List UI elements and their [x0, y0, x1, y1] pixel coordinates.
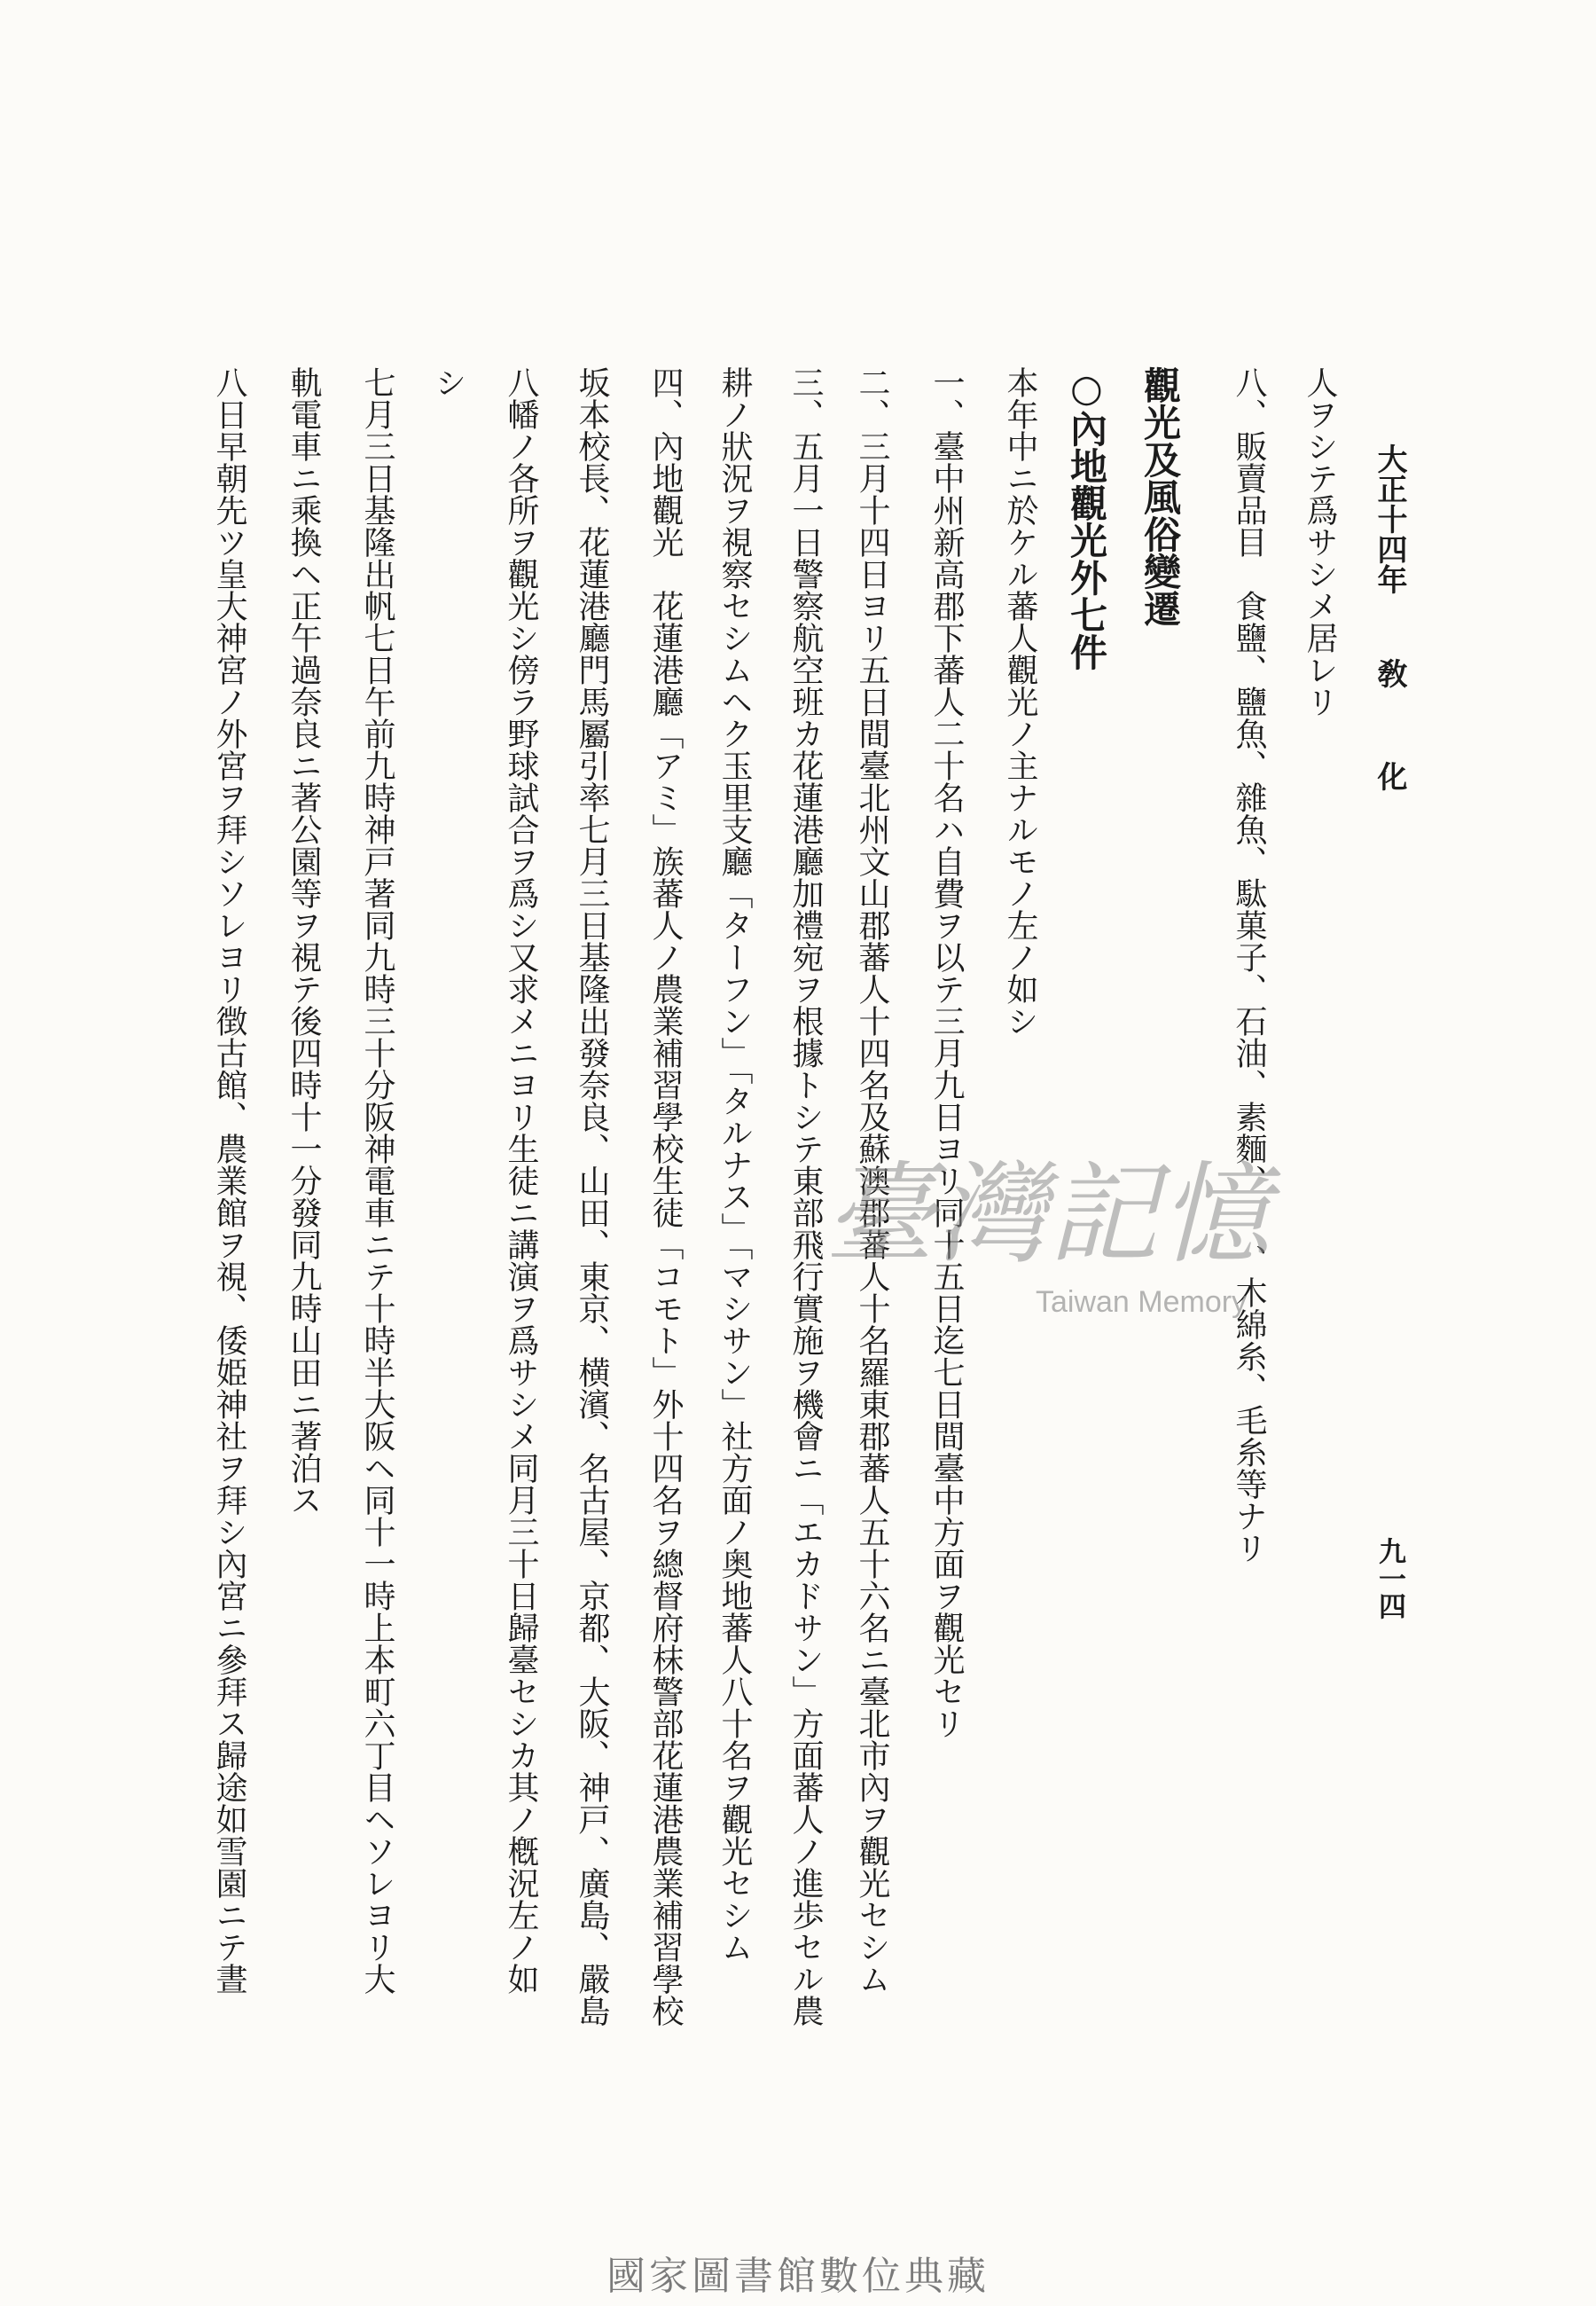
archive-footer-label: 國家圖書館數位典藏 [606, 2254, 990, 2299]
text-column-7: 耕ノ狀況ヲ視察セシムヘク玉里支廳「ターフン」「タルナス」「マシサン」社方面ノ奥地蕃人八十名ヲ觀光セシム [716, 366, 753, 1963]
text-column-1: 人ヲシテ爲サシメ居レリ [1302, 366, 1338, 718]
text-column-2: 八、販賣品目 食鹽、鹽魚、雜魚、駄菓子、石油、素麵、 、木綿糸、毛糸等ナリ [1231, 366, 1267, 1564]
text-column-12: 七月三日基隆出帆七日午前九時神戸著同九時三十分阪神電車ニテ十時半大阪ヘ同十一時上本町六丁目ヘソレヨリ大 [359, 366, 395, 1995]
running-head-section-char-1: 敎 [1372, 658, 1407, 688]
text-column-9: 坂本校長、花蓮港廳門馬屬引率七月三日基隆出發奈良、山田、東京、横濱、名古屋、京都、大阪、神戸、廣島、嚴島 [574, 366, 610, 2027]
running-head-section-char-2: 化 [1372, 761, 1407, 791]
text-column-13: 軌電車ニ乘換ヘ正午過奈良ニ著公園等ヲ視テ後四時十一分發同九時山田ニ著泊ス [286, 366, 322, 1516]
text-column-6: 三、五月一日警察航空班カ花蓮港廳加禮宛ヲ根據トシテ東部飛行實施ヲ機會ニ「エカドサン」方面蕃人ノ進歩セル農 [787, 366, 824, 2027]
text-column-14: 八日早朝先ツ皇大神宮ノ外宮ヲ拜シソレヨリ徴古館、農業館ヲ視、倭姫神社ヲ拜シ內宮ニ參拜ス歸途如雪園ニテ晝 [211, 366, 247, 1995]
watermark-logo: 臺灣記憶 [825, 1151, 1272, 1279]
section-title: 觀光及風俗變遷 [1138, 366, 1182, 627]
running-head-era: 大正十四年 [1372, 443, 1407, 594]
text-column-4: 一、臺中州新高郡下蕃人二十名ハ自費ヲ以テ三月九日ヨリ同十五日迄七日間臺中方面ヲ觀光セリ [928, 366, 965, 1739]
subsection-title: ○內地觀光外七件 [1065, 366, 1108, 671]
text-column-11: シ [430, 366, 466, 398]
text-column-8: 四、內地觀光 花蓮港廳「アミ」族蕃人ノ農業補習學校生徒「コモト」外十四名ヲ總督府枺警部花蓮港農業補習學校 [647, 366, 684, 2027]
watermark-logo-subtext: Taiwan Memory [1036, 1285, 1248, 1319]
text-column-3: 本年中ニ於ケル蕃人觀光ノ主ナルモノ左ノ如シ [1002, 366, 1038, 1037]
text-column-5: 二、三月十四日ヨリ五日間臺北州文山郡蕃人十四名及蘇澳郡蕃人十名羅東郡蕃人五十六名ニ臺北市內ヲ觀光セシム [854, 366, 890, 1995]
page-number: 九一四 [1373, 1537, 1405, 1620]
text-column-10: 八幡ノ各所ヲ觀光シ傍ラ野球試合ヲ爲シ又求メニヨリ生徒ニ講演ヲ爲サシメ同月三十日歸臺セシカ其ノ槪況左ノ如 [503, 366, 539, 1995]
